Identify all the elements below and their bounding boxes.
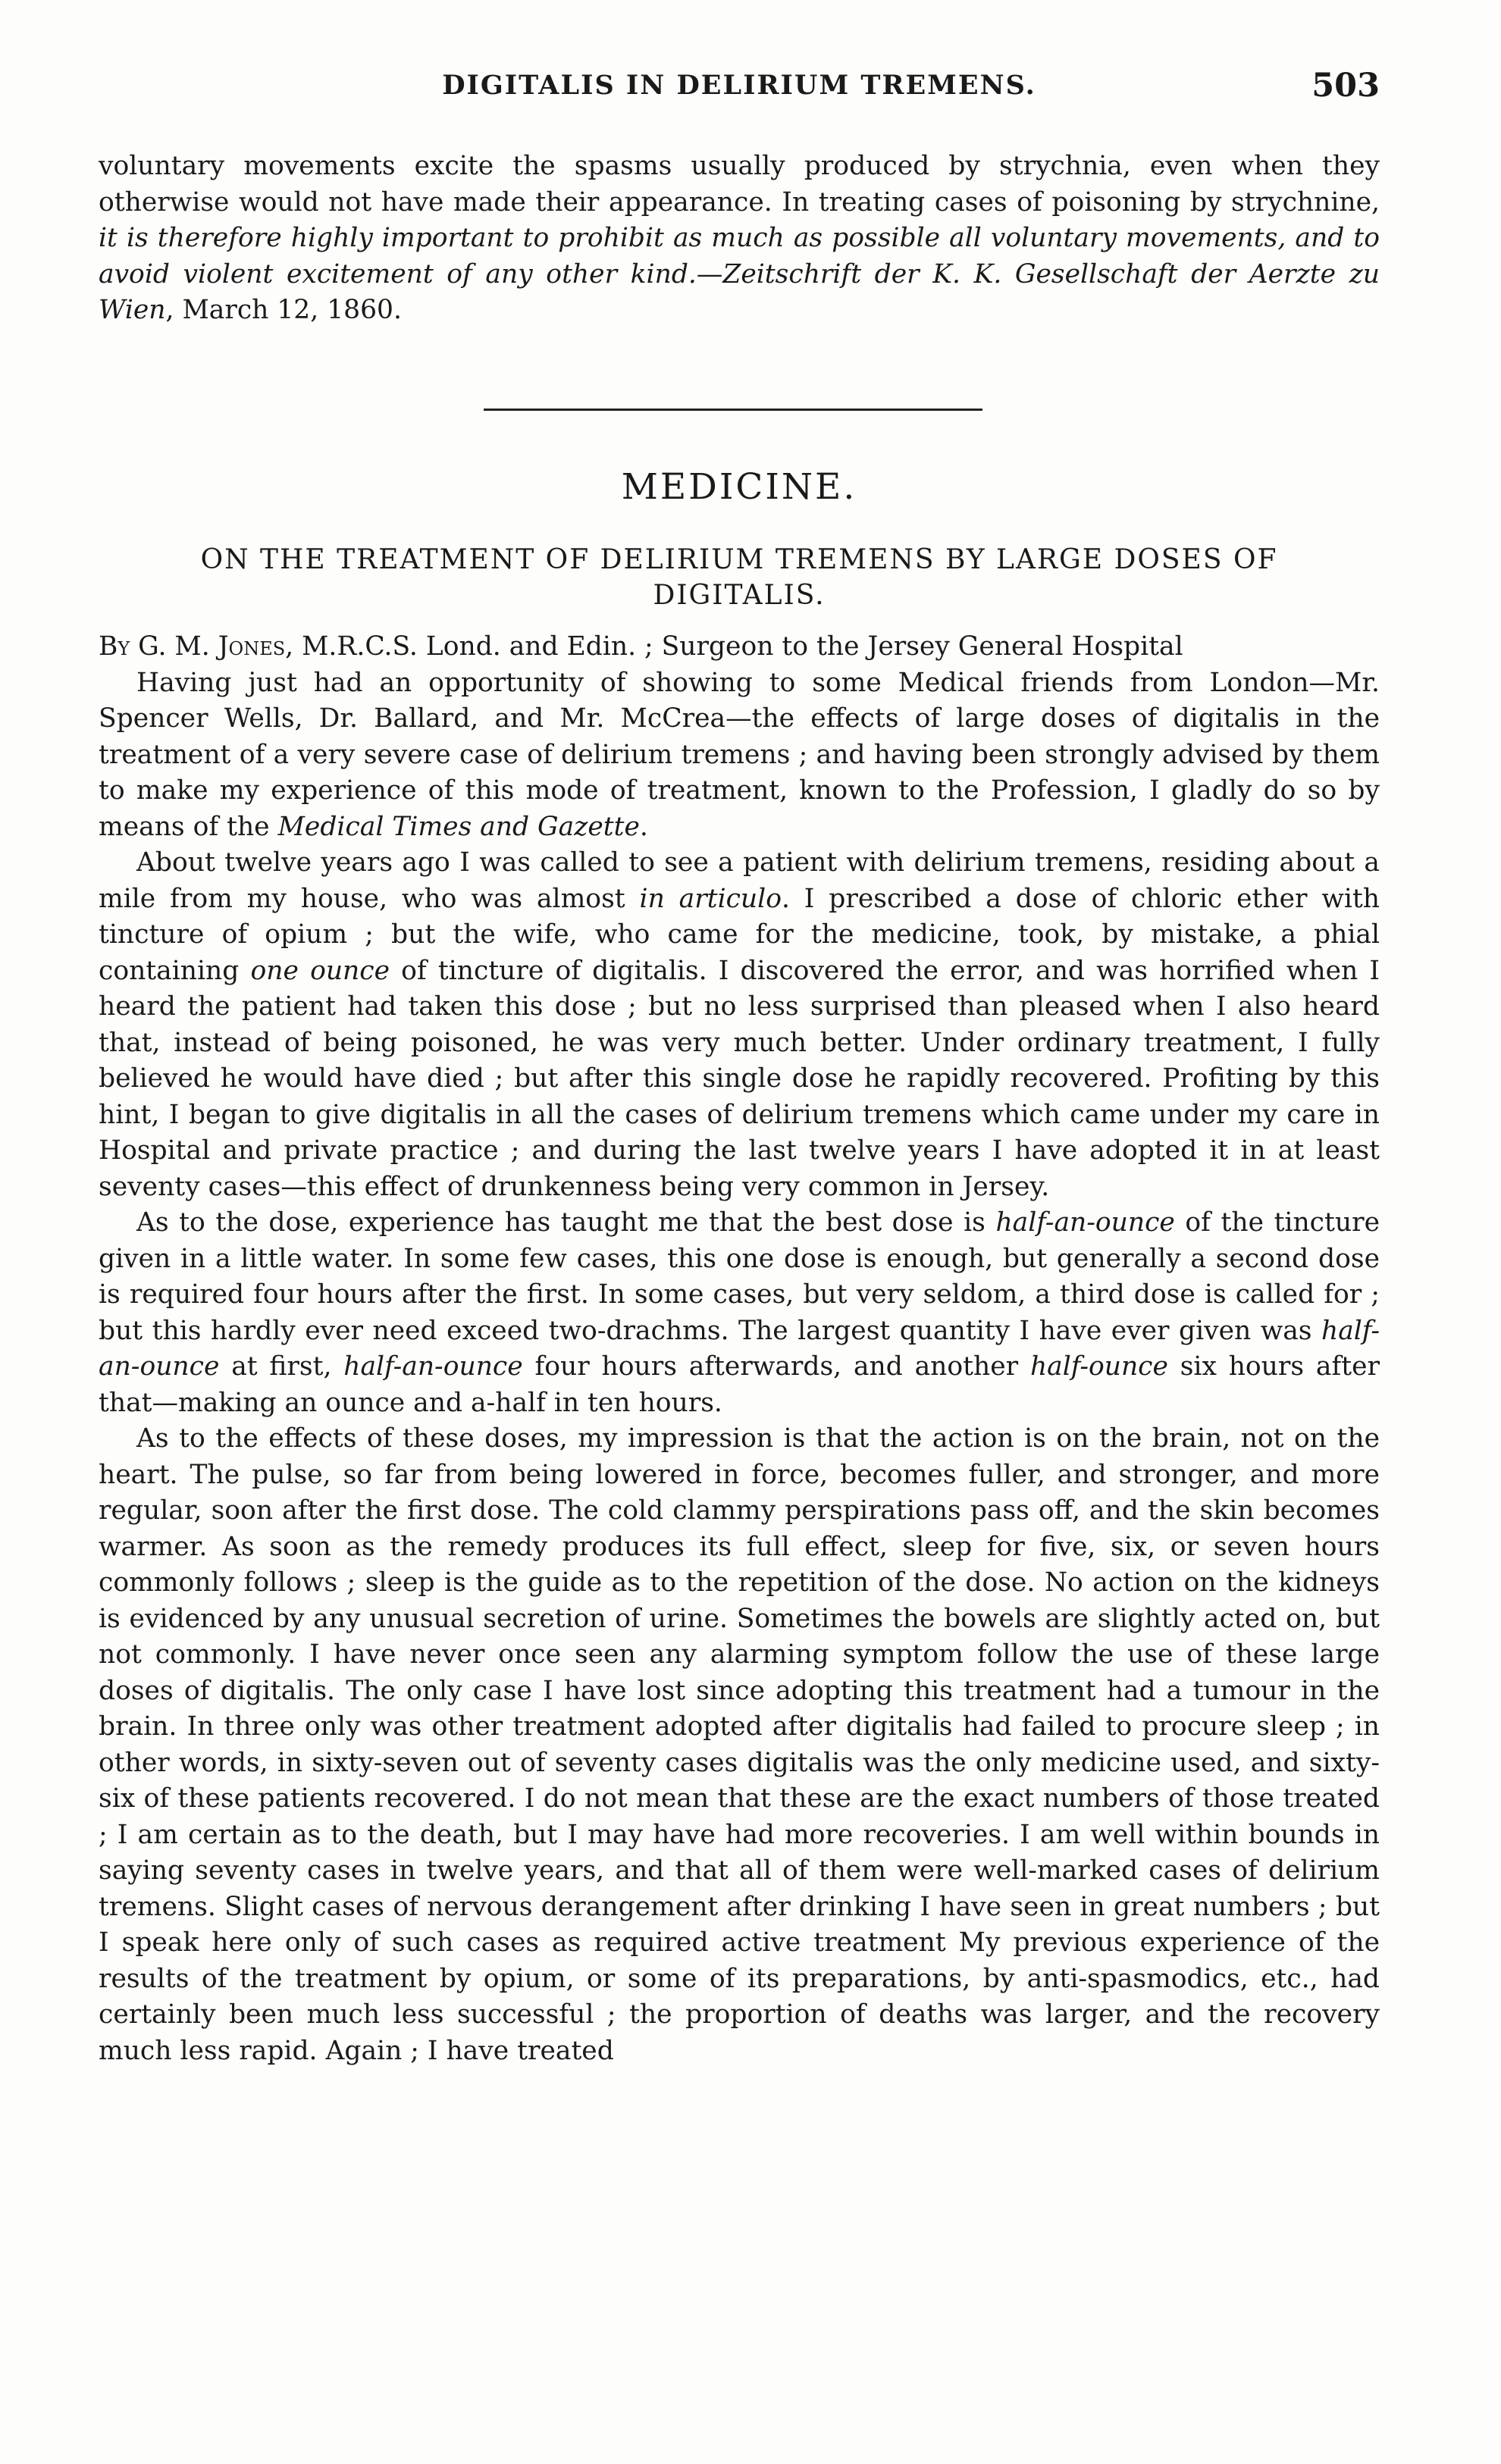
paragraph-2-text-b: . I prescribed a dose of chloric ether with tincture of opium ; but the wife, who came for the medicine, took, by mistake, a phial containing	[99, 883, 1380, 986]
paragraph-3-text-c: at first,	[219, 1351, 344, 1382]
running-head	[99, 67, 1380, 115]
previous-article-source: —Zeitschrift der K. K. Gesellschaft der Aerzte zu Wien	[99, 258, 1380, 325]
paragraph-2-text-a: About twelve years ago I was called to see a patient with delirium tremens, residing about a mile from my house, who was almost	[99, 847, 1380, 914]
author-credentials: , M.R.C.S. Lond. and Edin. ; Surgeon to the Jersey General Hospital	[285, 631, 1183, 662]
article-body	[99, 629, 1380, 2069]
byline-by: By	[99, 631, 130, 662]
paragraph-3-text-e: six hours after that—making an ounce and a-half in ten hours.	[99, 1351, 1380, 1418]
paragraph-2-text-c: of tincture of digitalis. I discovered the error, and was horrified when I heard the patient had taken this dose ; but no less surprised than pleased when I also heard that, instead of being poisoned, he was very much better. Under ordinary treatment, I fully believed he would have died ; but after this single dose he rapidly recovered. Profiting by this hint, I began to give digitalis in all the cases of delirium tremens which came under my care in Hospital and private practice ; and during the last twelve years I have adopted it in at least seventy cases—this effect of drunkenness being very common in Jersey.	[99, 955, 1380, 1202]
paragraph-3-text-a: As to the dose, experience has taught me that the best dose is	[136, 1207, 996, 1238]
paragraph-4: As to the effects of these doses, my impression is that the action is on the brain, not on the heart. The pulse, so far from being lowered in force, becomes fuller, and stronger, and more regular, soon after the first dose. The cold clammy perspirations pass off, and the skin becomes warmer. As soon as the remedy produces its full effect, sleep for five, six, or seven hours commonly follows ; sleep is the guide as to the repetition of the dose. No action on the kidneys is evidenced by any unusual secretion of urine. Sometimes the bowels are slightly acted on, but not commonly. I have never once seen any alarming symptom follow the use of these large doses of digitalis. The only case I have lost since adopting this treatment had a tumour in the brain. In three only was other treatment adopted after digitalis had failed to procure sleep ; in other words, in sixty-seven out of seventy cases digitalis was the only medicine used, and sixty-six of these patients recovered. I do not mean that these are the exact numbers of those treated ; I am certain as to the death, but I may have had more recoveries. I am well within bounds in saying seventy cases in twelve years, and that all of them were well-marked cases of delirium tremens. Slight cases of nervous derangement after drinking I have seen in great numbers ; but I speak here only of such cases as required active treatment My previous experience of the results of the treatment by opium, or some of its preparations, by anti-spasmodics, etc., had certainly been much less successful ; the proportion of deaths was larger, and the recovery much less rapid. Again ; I have treated	[99, 1423, 1380, 2066]
paragraph-3-text-d: four hours afterwards, and another	[522, 1351, 1030, 1382]
article-title: ON THE TREATMENT OF DELIRIUM TREMENS BY LARGE DOSES OF DIGITALIS.	[200, 544, 1278, 611]
section-divider	[484, 409, 982, 411]
dose-emphasis-4: half-ounce	[1029, 1351, 1168, 1382]
paragraph-1-end: .	[639, 811, 648, 842]
one-ounce: one ounce	[250, 955, 390, 986]
author-name: G. M. Jones	[138, 631, 286, 662]
previous-article-paragraph	[99, 149, 1380, 329]
previous-article-emphasis: it is therefore highly important to prohibit as much as possible all voluntary movements, and to avoid violent excitement of any other kind.	[99, 223, 1380, 290]
paragraph-1-text: Having just had an opportunity of showing to some Medical friends from London—Mr. Spencer Wells, Dr. Ballard, and Mr. McCrea—the effects of large doses of digitalis in the treatment of a very severe case of delirium tremens ; and having been strongly advised by them to make my experience of this mode of treatment, known to the Profession, I gladly do so by means of the	[99, 667, 1380, 842]
running-title: DIGITALIS IN DELIRIUM TREMENS.	[442, 70, 1036, 101]
dose-emphasis-1: half-an-ounce	[995, 1207, 1175, 1238]
paragraph-2	[99, 845, 1380, 1205]
dose-emphasis-3: half-an-ounce	[343, 1351, 523, 1382]
paragraph-3-text-b: of the tincture given in a little water. In some few cases, this one dose is enough, but generally a second dose is required four hours after the first. In some cases, but very seldom, a third dose is called for ; but this hardly ever need exceed two-drachms. The largest quantity I have ever given was	[99, 1207, 1380, 1346]
dose-emphasis-2: half-an-ounce	[99, 1315, 1380, 1382]
journal-name: Medical Times and Gazette	[277, 811, 640, 842]
paragraph-3	[99, 1205, 1380, 1421]
in-articulo: in articulo	[639, 883, 782, 914]
section-heading: MEDICINE.	[621, 466, 857, 508]
previous-article-ending	[99, 149, 1380, 329]
page-number: 503	[1311, 67, 1380, 105]
previous-article-date: , March 12, 1860.	[165, 295, 402, 325]
byline	[99, 629, 1380, 665]
previous-article-body: voluntary movements excite the spasms usually produced by strychnia, even when they otherwise would not have made their appearance. In treating cases of poisoning by strychnine,	[99, 151, 1380, 218]
paragraph-1	[99, 665, 1380, 846]
